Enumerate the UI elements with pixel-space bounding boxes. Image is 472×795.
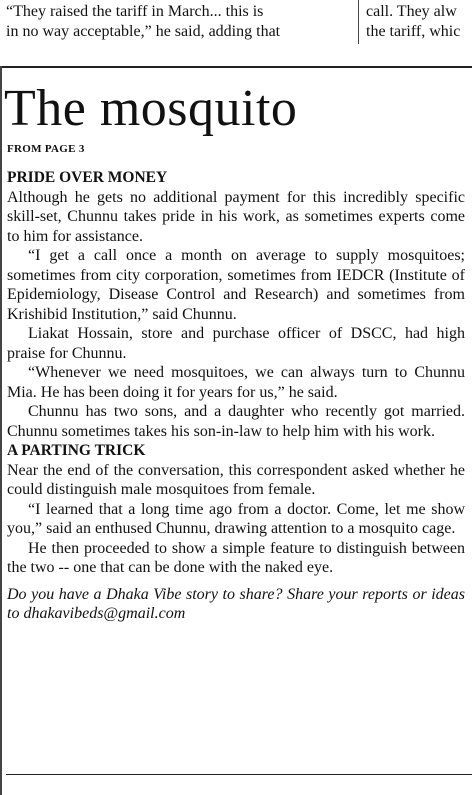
story-submission-note: Do you have a Dhaka Vibe story to share? Share your reports or ideas to dhakavibeds@gmail.com [7, 585, 465, 622]
previous-article-line: the tariff, whic [366, 23, 461, 40]
article-paragraph: Liakat Hossain, store and purchase officer of DSCC, had high praise for Chunnu. [7, 325, 465, 362]
previous-article-left-column [6, 2, 349, 42]
subhead-pride-over-money: PRIDE OVER MONEY [7, 169, 168, 186]
article-paragraph: “I learned that a long time ago from a doctor. Come, let me show you,” said an enthused Chunnu, drawing attention to a mosquito cage. [7, 500, 465, 537]
article-body [7, 168, 465, 624]
jump-line: FROM PAGE 3 [7, 143, 85, 155]
previous-article-line: “They raised the tariff in March... this is [6, 3, 264, 20]
article-paragraph: Near the end of the conversation, this correspondent asked whether he could distinguish male mosquitoes from female. [7, 461, 465, 498]
section-rule [0, 66, 472, 68]
article-paragraph: Although he gets no additional payment for this incredibly specific skill-set, Chunnu takes pride in his work, as sometimes experts come to him for assistance. [7, 188, 465, 245]
column-divider [358, 0, 359, 44]
subhead-a-parting-trick: A PARTING TRICK [7, 442, 146, 459]
article-paragraph: “Whenever we need mosquitoes, we can always turn to Chunnu Mia. He has been doing it for years for us,” he said. [7, 364, 465, 401]
column-border [0, 66, 2, 795]
bottom-rule [6, 774, 472, 775]
previous-article-line: call. They alw [366, 3, 457, 20]
article-paragraph: Chunnu has two sons, and a daughter who recently got married. Chunnu sometimes takes his son-in-law to help him with his work. [7, 403, 465, 440]
previous-article-right-column [366, 2, 472, 42]
article-paragraph: “I get a call once a month on average to supply mosquitoes; sometimes from city corporation, sometimes from IEDCR (Institute of Epidemiology, Disease Control and Research) and sometimes from Krishibid Institution,” said Chunnu. [7, 247, 465, 323]
previous-article-line: in no way acceptable,” he said, adding that [6, 23, 281, 40]
article-headline: The mosquito [4, 80, 298, 137]
article-paragraph: He then proceeded to show a simple feature to distinguish between the two -- one that can be done with the naked eye. [7, 539, 465, 576]
